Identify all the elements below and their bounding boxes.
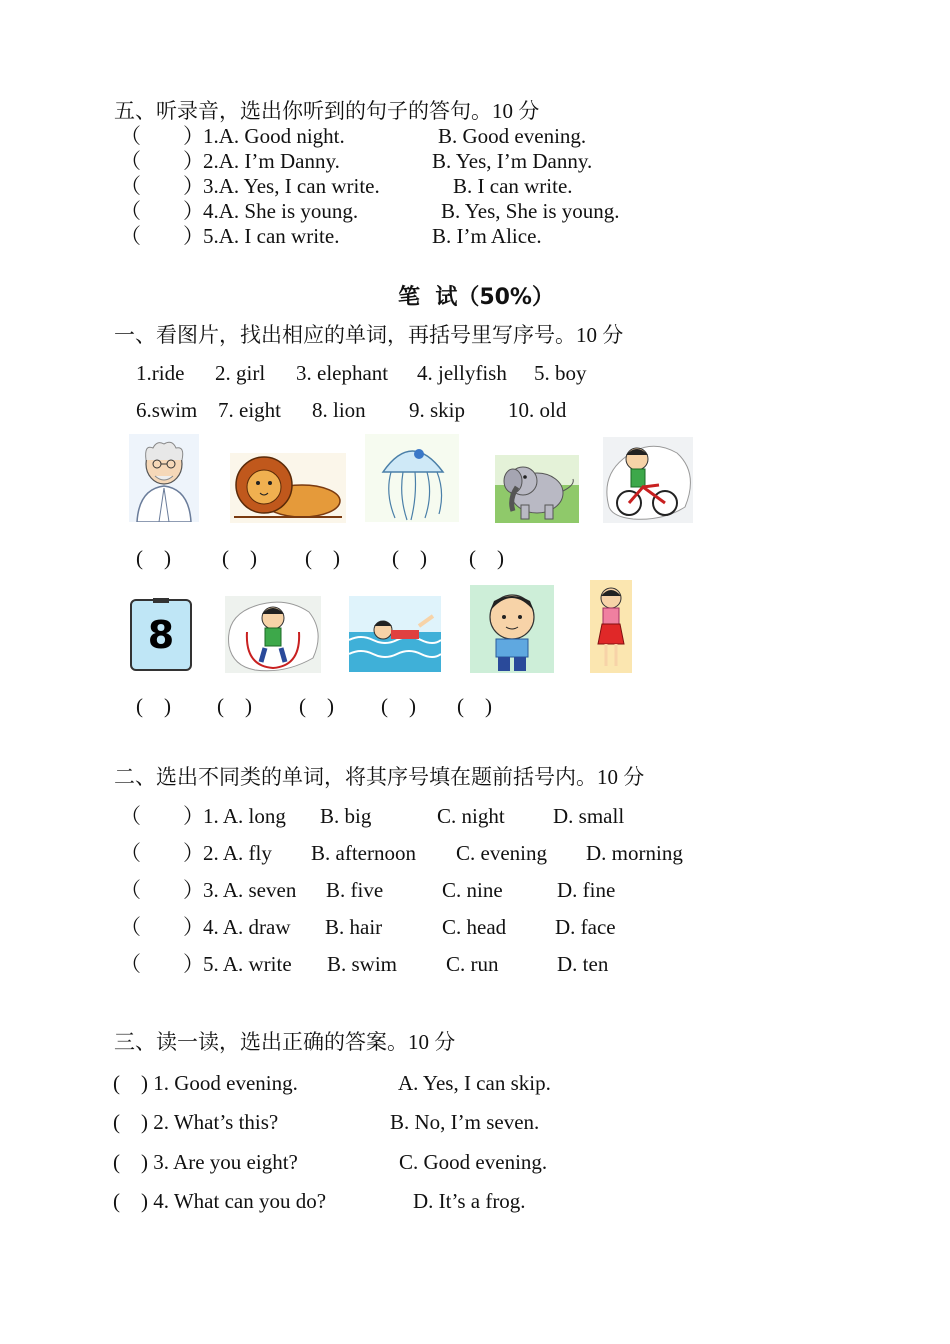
option-d: D. small	[553, 804, 625, 828]
answer-blank[interactable]: （ ）	[120, 124, 204, 148]
section2-heading: 二、选出不同类的单词，将其序号填在题前括号内。10 分	[114, 765, 645, 789]
word-option: 10. old	[508, 398, 567, 422]
option-c: C. night	[437, 804, 505, 828]
answer-option: B. No, I’m seven.	[390, 1110, 540, 1134]
option-a: 2.A. I’m Danny.	[203, 149, 340, 173]
word-option: 7. eight	[218, 398, 281, 422]
word-option: 2. girl	[215, 361, 266, 385]
option-a: 1.A. Good night.	[203, 124, 345, 148]
elephant-icon	[495, 455, 579, 523]
answer-blank[interactable]: （ ）	[120, 199, 204, 223]
option-a: 2. A. fly	[203, 841, 272, 865]
option-a: 1. A. long	[203, 804, 286, 828]
old-man-icon	[129, 434, 199, 522]
option-a: 4. A. draw	[203, 915, 291, 939]
card-number-text: 8	[147, 613, 175, 657]
answer-blank[interactable]: （ ）	[120, 149, 204, 173]
option-b: B. hair	[325, 915, 383, 939]
word-option: 8. lion	[312, 398, 366, 422]
answer-blank[interactable]: ( )	[381, 694, 416, 718]
answer-blank[interactable]: （ ）	[120, 841, 204, 865]
answer-blank[interactable]: ( )	[299, 694, 334, 718]
answer-blank[interactable]: （ ）	[120, 804, 204, 828]
question: ( ) 1. Good evening.	[113, 1071, 298, 1095]
question: ( ) 2. What’s this?	[113, 1110, 279, 1134]
option-b: B. Yes, I’m Danny.	[432, 149, 593, 173]
option-a: 4.A. She is young.	[203, 199, 359, 223]
word-option: 1.ride	[136, 361, 185, 385]
option-d: D. morning	[586, 841, 683, 865]
option-c: C. head	[442, 915, 507, 939]
boy-skipping-rope-icon	[225, 596, 321, 673]
answer-blank[interactable]: ( )	[136, 546, 171, 570]
option-b: B. big	[320, 804, 372, 828]
question: ( ) 4. What can you do?	[113, 1189, 327, 1213]
word-option: 4. jellyfish	[417, 361, 507, 385]
number-eight-card-icon	[129, 598, 193, 672]
section3-heading: 三、读一读，选出正确的答案。10 分	[114, 1030, 456, 1054]
answer-blank[interactable]: （ ）	[120, 952, 204, 976]
option-d: D. ten	[557, 952, 609, 976]
option-b: B. I’m Alice.	[432, 224, 542, 248]
option-b: B. I can write.	[453, 174, 573, 198]
option-a: 3. A. seven	[203, 878, 297, 902]
girl-swimming-icon	[349, 596, 441, 672]
answer-blank[interactable]: ( )	[469, 546, 504, 570]
word-option: 9. skip	[409, 398, 466, 422]
option-d: D. fine	[557, 878, 616, 902]
option-c: C. evening	[456, 841, 547, 865]
lion-icon	[230, 453, 346, 523]
answer-option: A. Yes, I can skip.	[398, 1071, 551, 1095]
word-option: 5. boy	[534, 361, 587, 385]
answer-blank[interactable]: ( )	[217, 694, 252, 718]
word-option: 6.swim	[136, 398, 198, 422]
answer-option: D. It’s a frog.	[413, 1189, 526, 1213]
question: ( ) 3. Are you eight?	[113, 1150, 298, 1174]
girl-icon	[590, 580, 632, 673]
option-b: B. swim	[327, 952, 398, 976]
boy-riding-bike-icon	[603, 437, 693, 523]
option-b: B. Good evening.	[438, 124, 587, 148]
option-b: B. Yes, She is young.	[441, 199, 620, 223]
answer-blank[interactable]: ( )	[136, 694, 171, 718]
option-a: 3.A. Yes, I can write.	[203, 174, 380, 198]
word-option: 3. elephant	[296, 361, 389, 385]
option-d: D. face	[555, 915, 616, 939]
answer-blank[interactable]: ( )	[457, 694, 492, 718]
option-b: B. five	[326, 878, 384, 902]
option-a: 5.A. I can write.	[203, 224, 340, 248]
option-c: C. nine	[442, 878, 503, 902]
answer-blank[interactable]: （ ）	[120, 915, 204, 939]
answer-blank[interactable]: （ ）	[120, 224, 204, 248]
section5-heading: 五、听录音，选出你听到的句子的答句。10 分	[114, 99, 540, 123]
answer-blank[interactable]: ( )	[305, 546, 340, 570]
written-test-title: 笔 试（50%）	[398, 285, 554, 310]
answer-option: C. Good evening.	[399, 1150, 548, 1174]
option-c: C. run	[446, 952, 499, 976]
boy-icon	[470, 585, 554, 673]
answer-blank[interactable]: ( )	[392, 546, 427, 570]
section1-heading: 一、看图片，找出相应的单词，再括号里写序号。10 分	[114, 323, 624, 347]
jellyfish-icon	[365, 434, 459, 522]
answer-blank[interactable]: ( )	[222, 546, 257, 570]
answer-blank[interactable]: （ ）	[120, 878, 204, 902]
option-a: 5. A. write	[203, 952, 292, 976]
answer-blank[interactable]: （ ）	[120, 174, 204, 198]
option-b: B. afternoon	[311, 841, 416, 865]
